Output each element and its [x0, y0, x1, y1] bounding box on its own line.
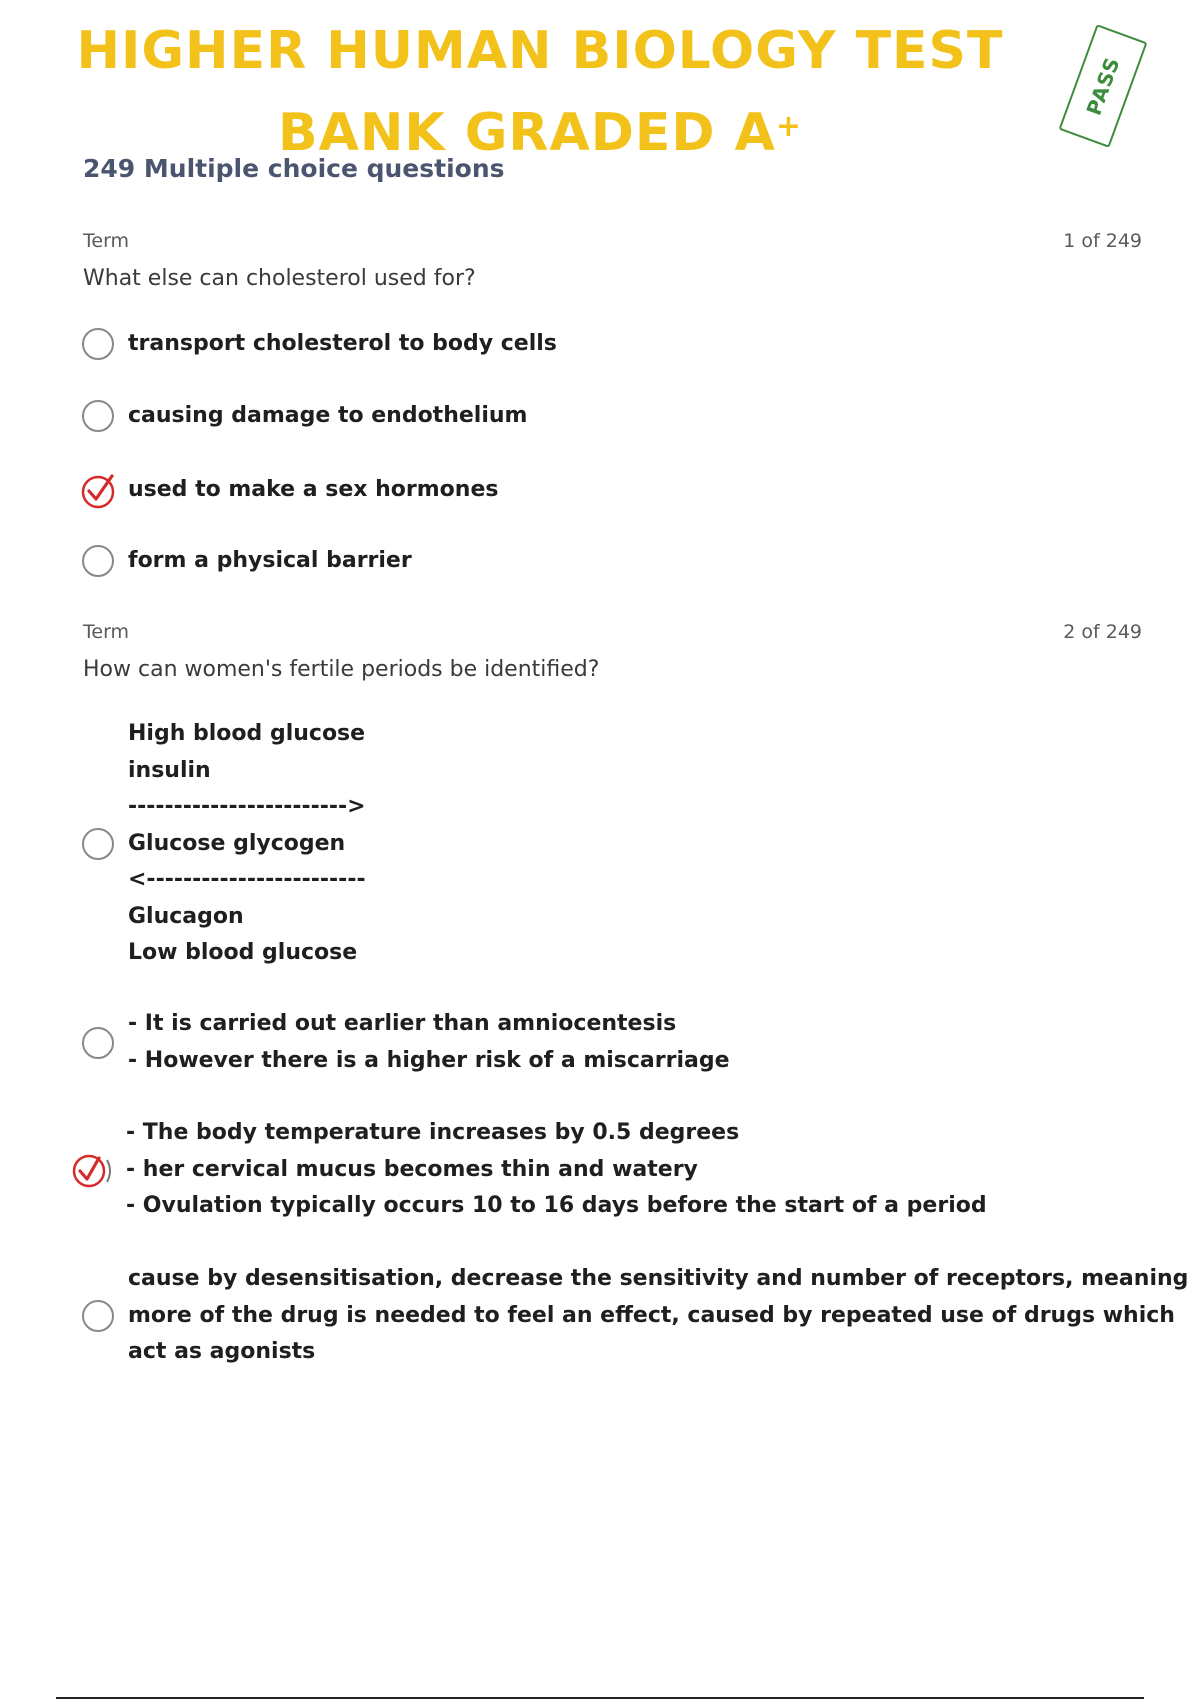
- radio-circle-icon[interactable]: [82, 1300, 114, 1332]
- option-text: form a physical barrier: [128, 548, 412, 573]
- radio-circle-icon[interactable]: [82, 328, 114, 360]
- option-text: causing damage to endothelium: [128, 403, 528, 428]
- q2-option-2[interactable]: [82, 1006, 1120, 1079]
- option-text: - The body temperature increases by 0.5 degrees - her cervical mucus becomes thin and watery - Ovulation typically occurs 10 to 16 days before the start of a period: [126, 1120, 987, 1218]
- title-line-1: HIGHER HUMAN BIOLOGY TEST: [76, 21, 1004, 81]
- pass-stamp: [1058, 24, 1147, 148]
- question-1-header: [83, 230, 1142, 252]
- term-label: Term: [83, 621, 130, 643]
- q1-option-3[interactable]: [82, 470, 1120, 510]
- footer-divider: [56, 1697, 1144, 1699]
- question-count-heading: 249 Multiple choice questions: [83, 154, 505, 183]
- title-line-2: BANK GRADED A+: [277, 103, 803, 163]
- red-checkmark-icon[interactable]: [64, 1150, 118, 1190]
- question-1-text: What else can cholesterol used for?: [83, 266, 476, 291]
- q1-option-2[interactable]: [82, 398, 1120, 434]
- red-checkmark-icon[interactable]: [78, 470, 118, 510]
- term-label: Term: [83, 230, 130, 252]
- option-text: transport cholesterol to body cells: [128, 331, 557, 356]
- document-title: [40, 10, 1040, 174]
- radio-circle-icon[interactable]: [82, 828, 114, 860]
- radio-circle-icon[interactable]: [82, 1027, 114, 1059]
- q2-option-4[interactable]: [82, 1261, 1189, 1371]
- question-2-header: [83, 621, 1142, 643]
- q1-option-4[interactable]: [82, 543, 1120, 579]
- q1-option-1[interactable]: [82, 326, 1120, 362]
- pass-stamp-text: PASS: [1081, 53, 1125, 119]
- q2-option-1[interactable]: [82, 716, 1120, 972]
- question-counter: 2 of 249: [1063, 621, 1142, 643]
- option-text: cause by desensitisation, decrease the sensitivity and number of receptors, meaning more of the drug is needed to feel an effect, caused by repeated use of drugs which act as agonists: [128, 1266, 1189, 1364]
- question-counter: 1 of 249: [1063, 230, 1142, 252]
- q2-option-3[interactable]: [82, 1115, 1120, 1225]
- option-text: - It is carried out earlier than amniocentesis - However there is a higher risk of a miscarriage: [128, 1011, 730, 1073]
- question-2-text: How can women's fertile periods be identified?: [83, 657, 600, 682]
- option-text: High blood glucose insulin ------------------------> Glucose glycogen <------------------------ Glucagon Low blood glucose: [128, 721, 366, 965]
- radio-circle-icon[interactable]: [82, 400, 114, 432]
- option-text: used to make a sex hormones: [128, 477, 499, 502]
- radio-circle-icon[interactable]: [82, 545, 114, 577]
- grade-plus: +: [775, 109, 803, 144]
